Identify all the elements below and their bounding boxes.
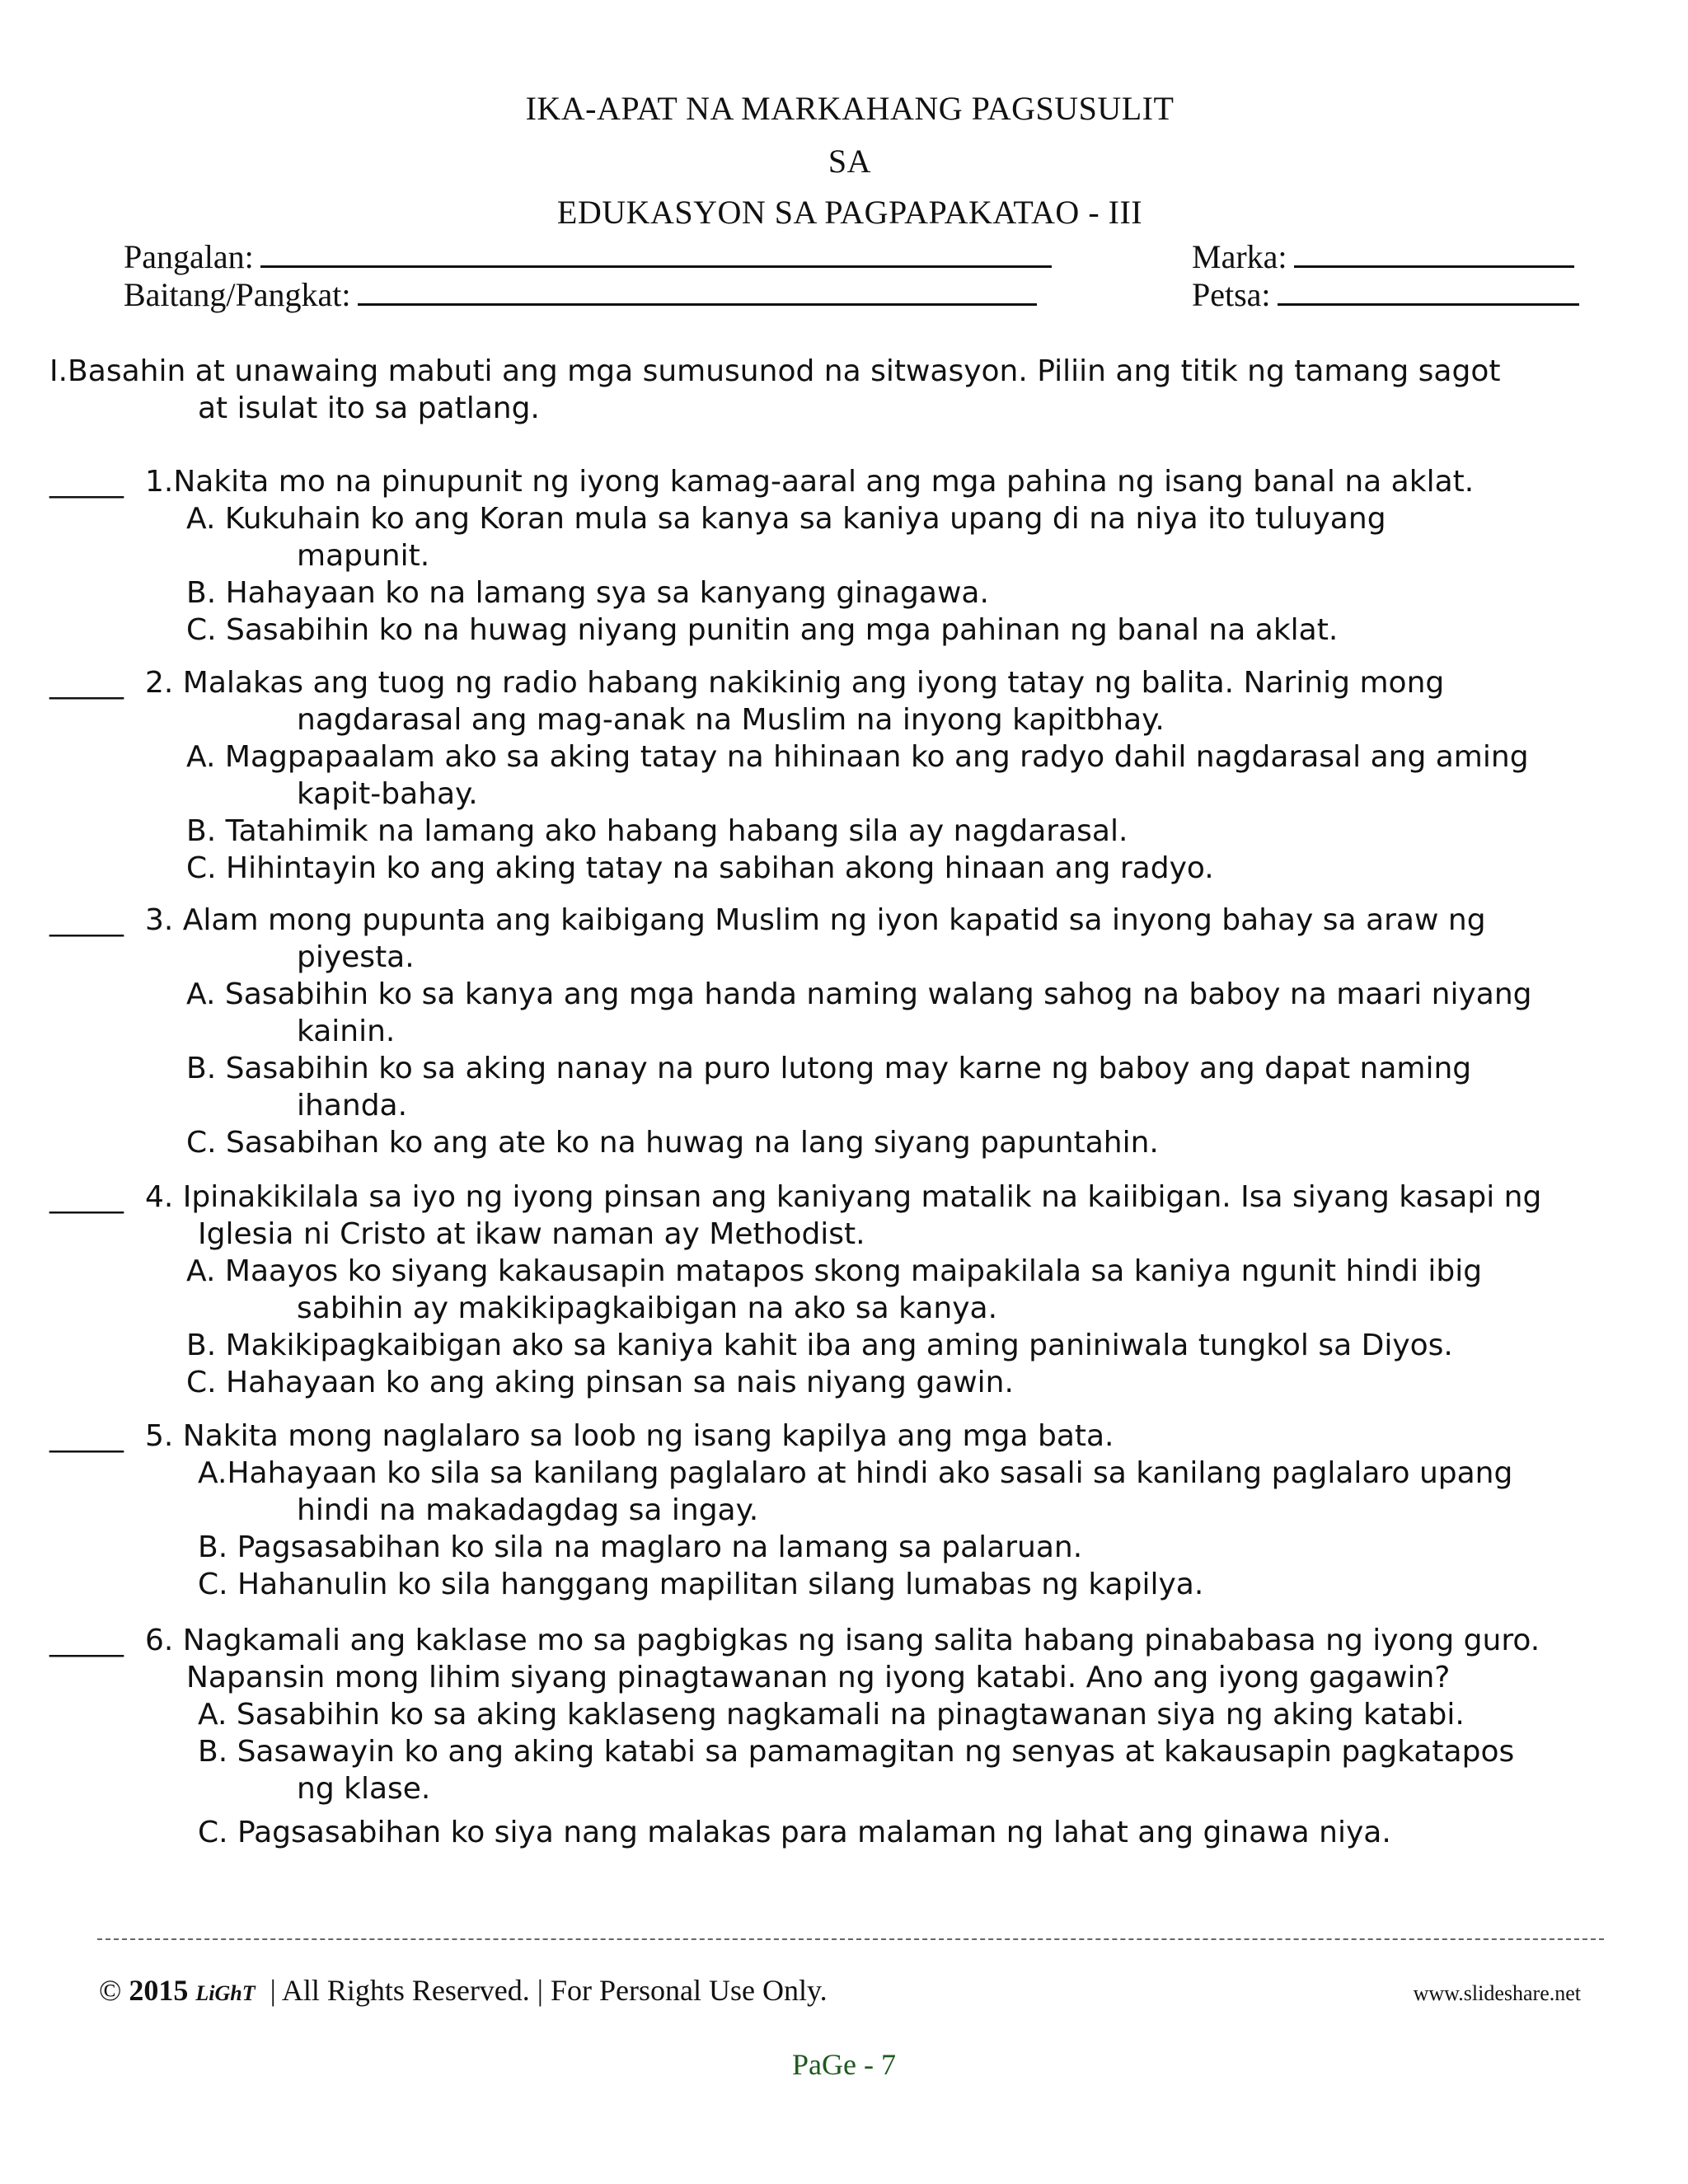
question-2	[49, 664, 1648, 887]
copyright-notice	[99, 1973, 828, 2008]
question-stem-continued: nagdarasal ang mag-anak na Muslim na inyong kapitbhay.	[297, 703, 1165, 737]
source-site[interactable]: www.slideshare.net	[1413, 1981, 1581, 2005]
name-field	[124, 237, 1052, 276]
choice-b[interactable]: B. Tatahimik na lamang ako habang habang sila ay nagdarasal.	[186, 814, 1128, 848]
question-5	[49, 1418, 1648, 1603]
question-3	[49, 902, 1648, 1161]
choice-text-continued: kapit-bahay.	[297, 777, 478, 811]
choice-a[interactable]	[49, 1253, 1648, 1327]
choice-b[interactable]: B. Makikipagkaibigan ako sa kaniya kahit iba ang aming paniniwala tungkol sa Diyos.	[186, 1329, 1453, 1362]
choice-b[interactable]: B. Hahayaan ko na lamang sya sa kanyang ginagawa.	[186, 576, 989, 610]
choice-a[interactable]	[49, 976, 1648, 1050]
test-subject: EDUKASYON SA PAGPAPAKATAO - III	[556, 194, 1143, 231]
question-stem: 2. Malakas ang tuog ng radio habang nakikinig ang iyong tatay ng balita. Narinig mong	[145, 666, 1445, 700]
choice-a[interactable]	[49, 738, 1648, 813]
question-stem-continued: Iglesia ni Cristo at ikaw naman ay Methodist.	[198, 1217, 865, 1251]
question-stem: 1.Nakita mo na pinupunit ng iyong kamag-aaral ang mga pahina ng isang banal na aklat.	[145, 465, 1475, 499]
choice-text: B. Sasawayin ko ang aking katabi sa pamamagitan ng senyas at kakausapin pagkatapos	[198, 1735, 1515, 1769]
question-1	[49, 463, 1648, 649]
choice-text-continued: mapunit.	[297, 539, 430, 573]
choice-text: A. Sasabihin ko sa kanya ang mga handa naming walang sahog na baboy na maari niyang	[186, 977, 1532, 1011]
choice-a[interactable]	[49, 500, 1648, 574]
choice-a[interactable]	[49, 1455, 1648, 1529]
name-label: Pangalan:	[124, 238, 254, 275]
choice-c[interactable]: C. Sasabihan ko ang ate ko na huwag na lang siyang papuntahin.	[186, 1126, 1159, 1160]
choice-c[interactable]: C. Hahayaan ko ang aking pinsan sa nais niyang gawin.	[186, 1366, 1014, 1399]
answer-blank[interactable]: _____	[49, 465, 124, 499]
grade-section-blank-line[interactable]	[358, 279, 1037, 306]
answer-blank[interactable]: _____	[49, 1624, 124, 1657]
choice-text: A. Maayos ko siyang kakausapin matapos skong maipakilala sa kaniya ngunit hindi ibig	[186, 1254, 1483, 1288]
answer-blank[interactable]: _____	[49, 1419, 124, 1453]
question-stem: 3. Alam mong pupunta ang kaibigang Muslim ng iyon kapatid sa inyong bahay sa araw ng	[145, 903, 1486, 937]
choice-text: A. Magpapaalam ako sa aking tatay na hihinaan ko ang radyo dahil nagdarasal ang aming	[186, 740, 1529, 774]
instructions-line-1: I.Basahin at unawaing mabuti ang mga sumusunod na sitwasyon. Piliin ang titik ng tamang sagot	[49, 354, 1501, 388]
question-stem-continued: Napansin mong lihim siyang pinagtawanan ng iyong katabi. Ano ang iyong gagawin?	[186, 1661, 1451, 1694]
test-title: IKA-APAT NA MARKAHANG PAGSUSULIT	[525, 90, 1175, 127]
test-title-connector: SA	[828, 143, 872, 180]
choice-text: A. Kukuhain ko ang Koran mula sa kanya sa kaniya upang di na niya ito tuluyang	[186, 502, 1386, 536]
instructions	[49, 353, 1615, 427]
answer-blank[interactable]: _____	[49, 666, 124, 700]
choice-a[interactable]: A. Sasabihin ko sa aking kaklaseng nagkamali na pinagtawanan siya ng aking katabi.	[198, 1698, 1465, 1732]
grade-section-label: Baitang/Pangkat:	[124, 276, 351, 313]
choice-text-continued: kainin.	[297, 1015, 396, 1048]
question-6	[49, 1622, 1648, 1851]
date-field	[1192, 275, 1579, 314]
instructions-line-2: at isulat ito sa patlang.	[198, 391, 540, 425]
choice-text: A.Hahayaan ko sila sa kanilang paglalaro at hindi ako sasali sa kanilang paglalaro upang	[198, 1456, 1513, 1490]
choice-b[interactable]	[49, 1050, 1648, 1124]
answer-blank[interactable]: _____	[49, 1180, 124, 1214]
rights-text: | All Rights Reserved. | For Personal Use Only.	[270, 1974, 828, 2007]
choice-text-continued: hindi na makadagdag sa ingay.	[297, 1493, 759, 1527]
choice-c[interactable]: C. Pagsasabihan ko siya nang malakas para malaman ng lahat ang ginawa niya.	[198, 1816, 1391, 1849]
choice-c[interactable]: C. Hahanulin ko sila hanggang mapilitan silang lumabas ng kapilya.	[198, 1568, 1204, 1601]
grade-section-field	[124, 275, 1037, 314]
choice-c[interactable]: C. Hihintayin ko ang aking tatay na sabihan akong hinaan ang radyo.	[186, 851, 1214, 885]
date-blank-line[interactable]	[1278, 279, 1579, 306]
question-stem-continued: piyesta.	[297, 940, 415, 974]
choice-text-continued: ihanda.	[297, 1089, 408, 1122]
choice-b[interactable]: B. Pagsasabihan ko sila na maglaro na lamang sa palaruan.	[198, 1530, 1083, 1564]
choice-text-continued: ng klase.	[297, 1772, 431, 1806]
author-brand: LiGhT	[195, 1981, 256, 2005]
date-label: Petsa:	[1192, 276, 1271, 313]
choice-c[interactable]: C. Sasabihin ko na huwag niyang punitin ang mga pahinan ng banal na aklat.	[186, 613, 1339, 647]
name-blank-line[interactable]	[260, 241, 1052, 268]
question-stem: 6. Nagkamali ang kaklase mo sa pagbigkas ng isang salita habang pinababasa ng iyong guro.	[145, 1624, 1540, 1657]
question-4	[49, 1179, 1648, 1401]
question-stem: 4. Ipinakikilala sa iyo ng iyong pinsan ang kaniyang matalik na kaiibigan. Isa siyang kasapi ng	[145, 1180, 1542, 1214]
copyright-icon: ©	[99, 1974, 122, 2007]
score-field	[1192, 237, 1574, 276]
answer-blank[interactable]: _____	[49, 903, 124, 937]
score-blank-line[interactable]	[1294, 241, 1574, 268]
page-number: PaGe - 7	[792, 2048, 896, 2081]
choice-text-continued: sabihin ay makikipagkaibigan na ako sa kanya.	[297, 1291, 998, 1325]
footer-divider	[97, 1938, 1604, 1940]
score-label: Marka:	[1192, 238, 1287, 275]
question-stem: 5. Nakita mong naglalaro sa loob ng isang kapilya ang mga bata.	[145, 1419, 1114, 1453]
choice-text: B. Sasabihin ko sa aking nanay na puro lutong may karne ng baboy ang dapat naming	[186, 1052, 1472, 1085]
choice-b[interactable]	[49, 1733, 1648, 1807]
copyright-year: 2015	[129, 1974, 189, 2007]
